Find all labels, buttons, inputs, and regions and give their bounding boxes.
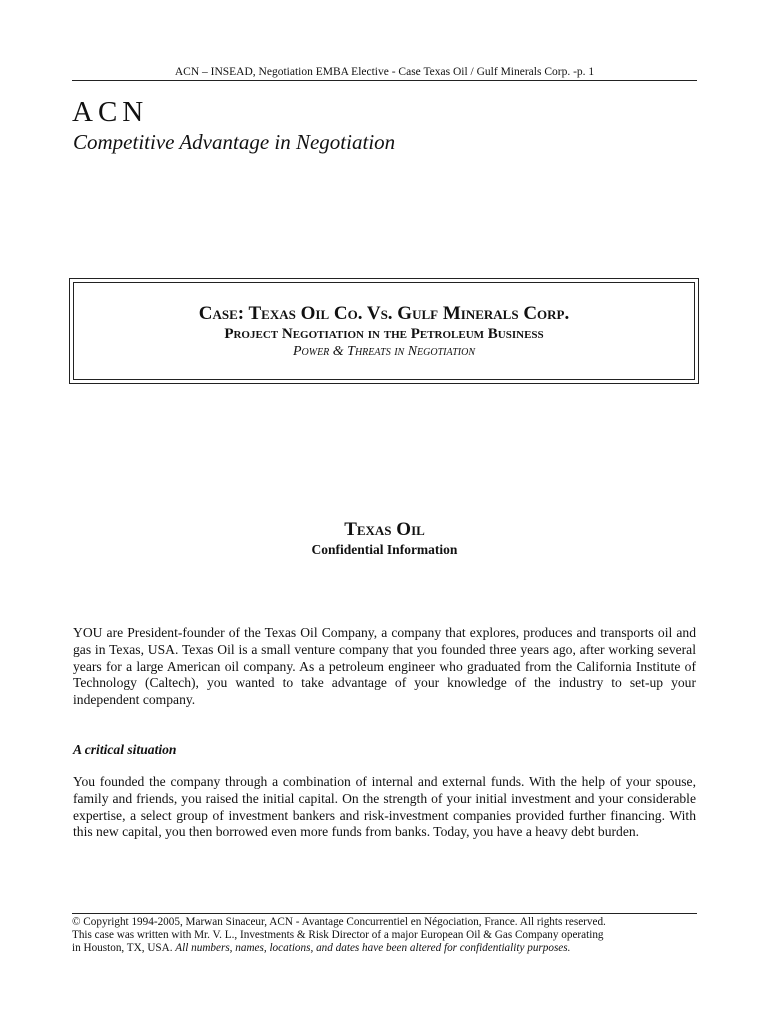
footer-credit-line: This case was written with Mr. V. L., Investments & Risk Director of a major European Oil & Gas Company operating bbox=[72, 929, 604, 942]
brand-subtitle: Competitive Advantage in Negotiation bbox=[73, 130, 396, 154]
case-title-box-inner bbox=[73, 282, 695, 380]
case-subtitle: Project Negotiation in the Petroleum Business bbox=[224, 326, 544, 342]
intro-paragraph: YOU are President-founder of the Texas Oil Company, a company that explores, produces and transports oil and gas in Texas, USA. Texas Oil is a small venture company that you founded three years ago, after working several years for a large American oil company. As a petroleum engineer who graduated from the California Institute of Technology (Caltech), you wanted to take advantage of your knowledge of the industry to set-up your independent company. bbox=[73, 625, 696, 708]
brand-title: ACN bbox=[72, 96, 149, 128]
running-header: ACN – INSEAD, Negotiation EMBA Elective - Case Texas Oil / Gulf Minerals Corp. -p. 1 bbox=[72, 66, 697, 81]
footer-copyright-line: © Copyright 1994-2005, Marwan Sinaceur, ACN - Avantage Concurrentiel en Négociation, France. All rights reserved. bbox=[72, 916, 606, 928]
footer-disclaimer-line bbox=[72, 942, 697, 955]
footer-disclaimer-text: All numbers, names, locations, and dates have been altered for confidentiality purposes. bbox=[175, 942, 571, 955]
subsection-heading: A critical situation bbox=[73, 742, 177, 757]
section-subtitle: Confidential Information bbox=[311, 542, 458, 557]
case-title-box bbox=[69, 278, 699, 384]
footer-location-text: in Houston, TX, USA. bbox=[72, 942, 176, 955]
section-title: Texas Oil bbox=[344, 519, 425, 540]
situation-paragraph: You founded the company through a combination of internal and external funds. With the help of your spouse, family and friends, you raised the initial capital. On the strength of your initial investment and your considerable expertise, a select group of investment bankers and risk-investment companies provided further financing. With this new capital, you then borrowed even more funds from banks. Today, you have a heavy debt burden. bbox=[73, 774, 696, 840]
case-title: Case: Texas Oil Co. Vs. Gulf Minerals Corp. bbox=[198, 303, 570, 324]
case-theme: Power & Threats in Negotiation bbox=[292, 344, 476, 359]
copyright-footer bbox=[72, 913, 697, 956]
